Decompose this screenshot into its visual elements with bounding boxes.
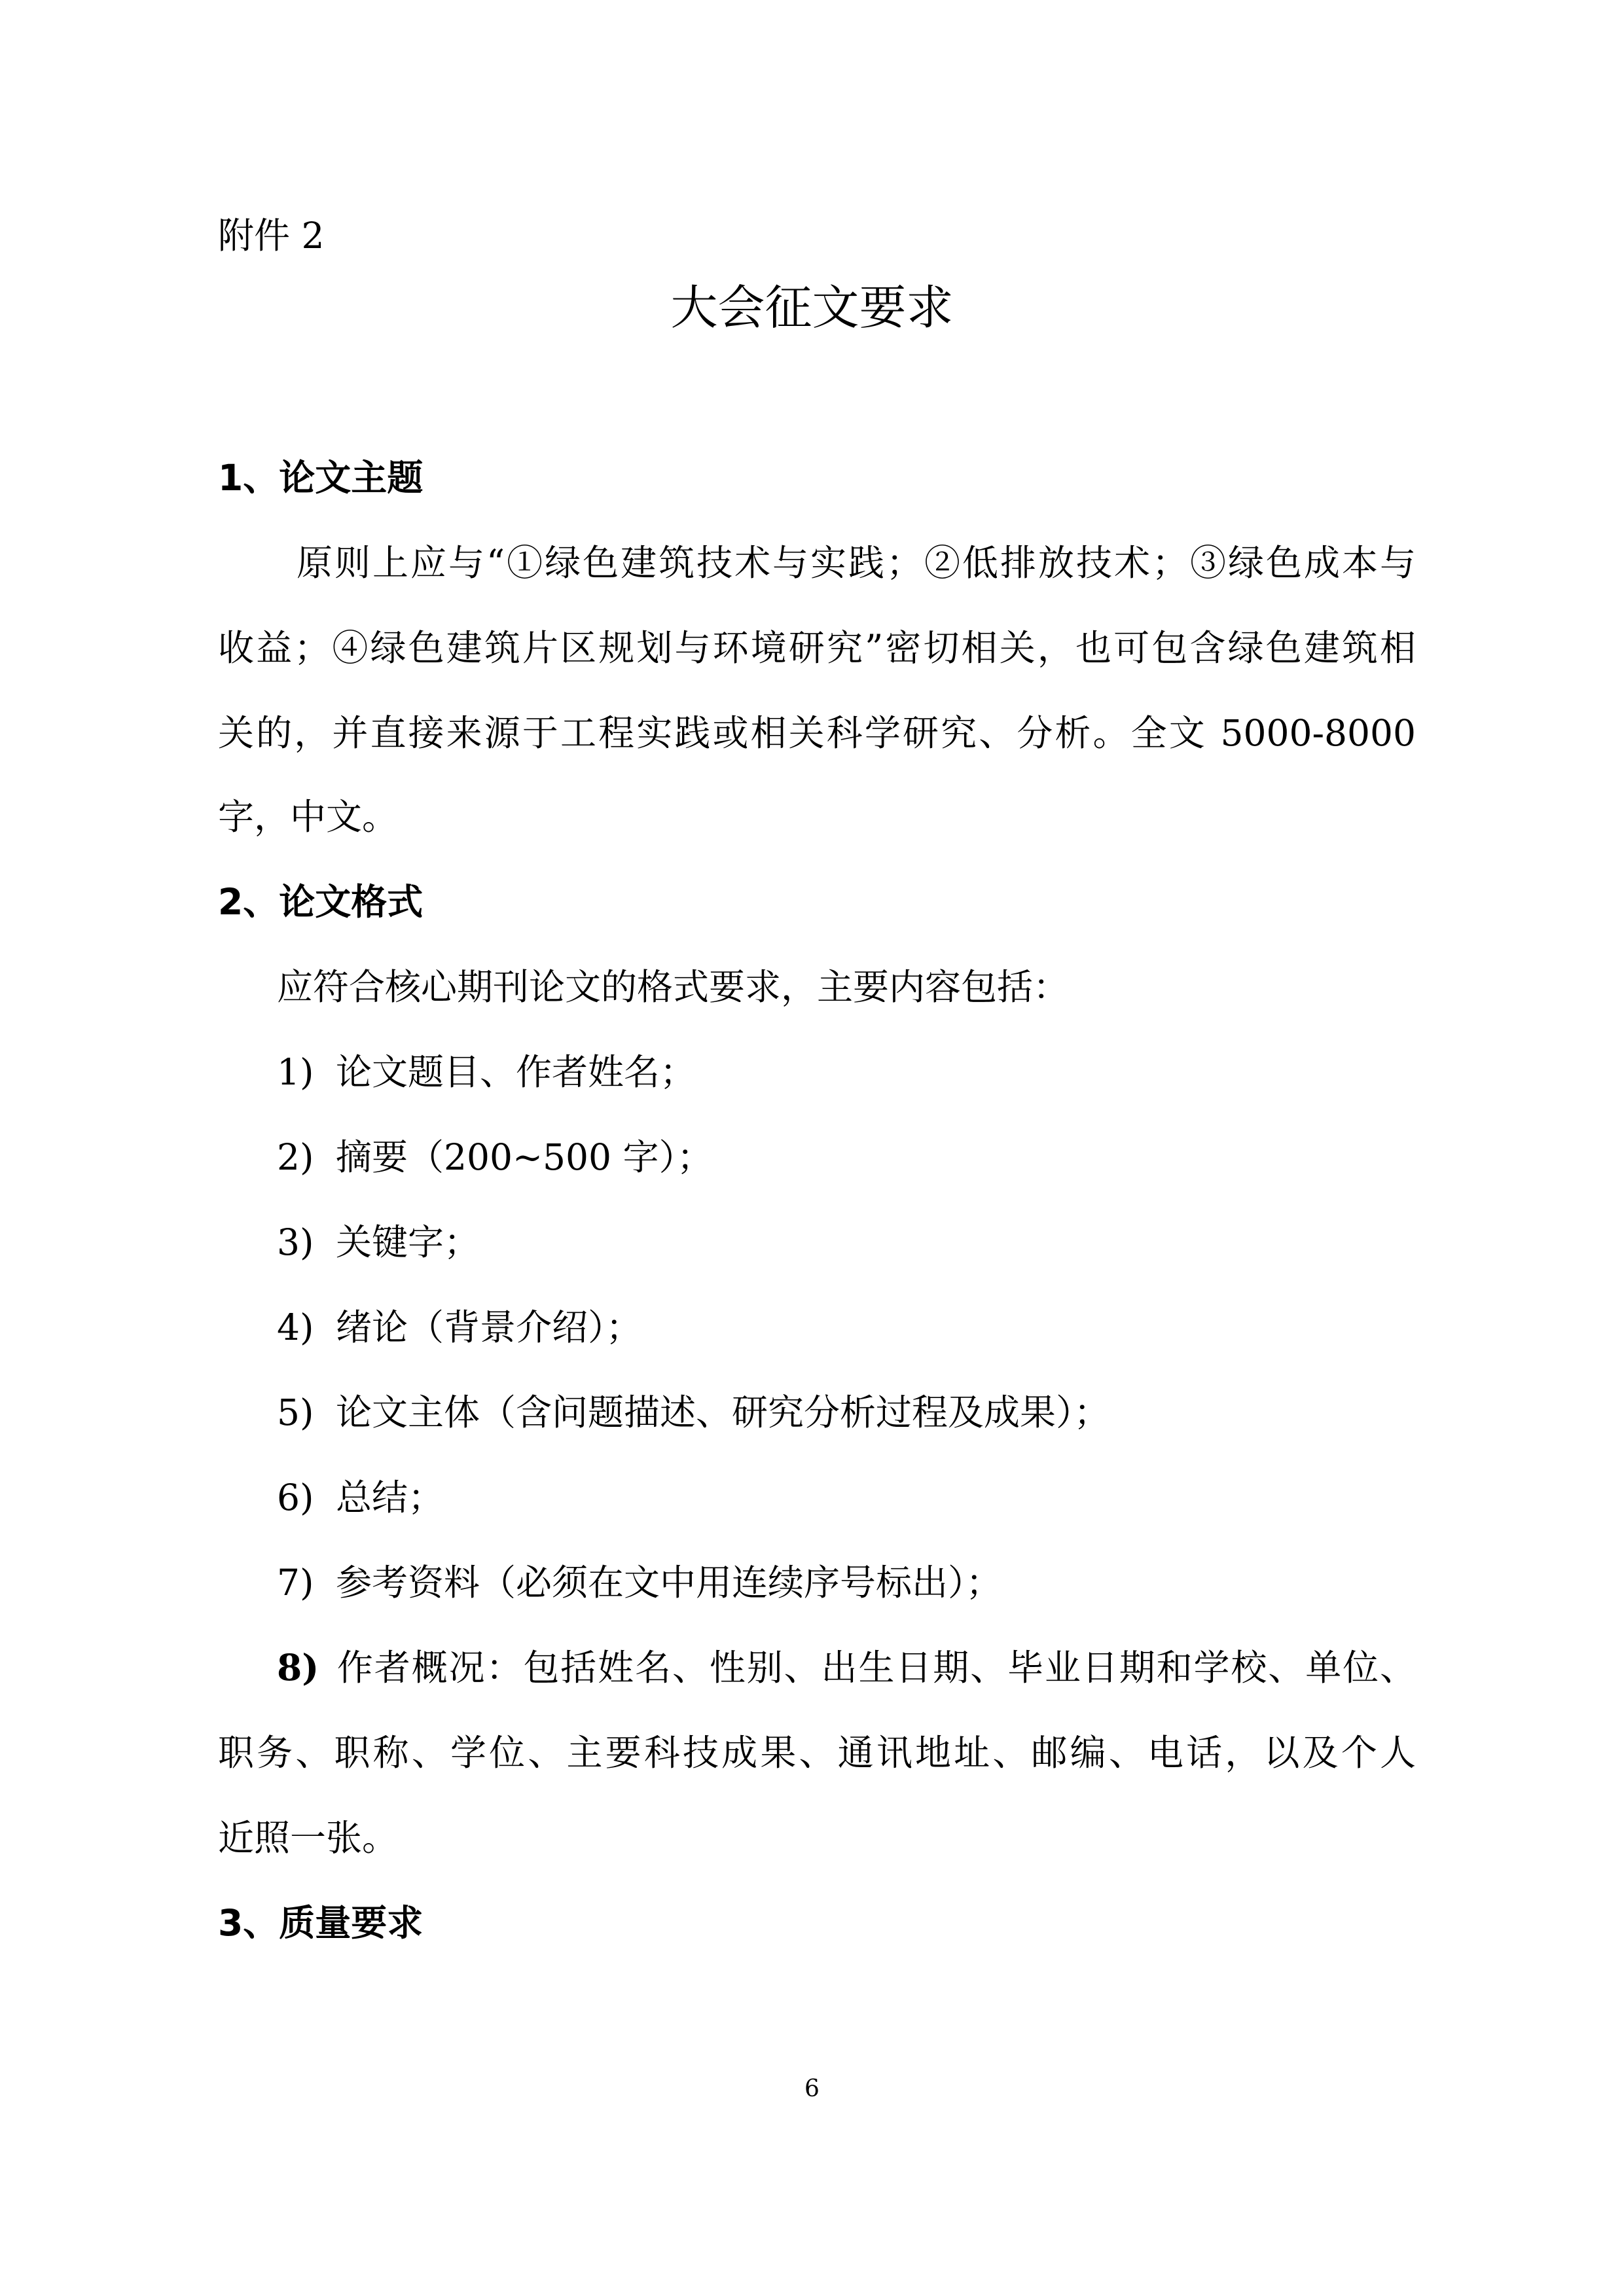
list-item-number: 3): [277, 1221, 314, 1263]
section-heading-topic: 1、论文主题: [218, 457, 424, 499]
list-item-text: 总结；: [336, 1477, 444, 1518]
list-item: [277, 1304, 1416, 1350]
topic-paragraph-line-1: 原则上应与“①绿色建筑技术与实践；②低排放技术；③绿色成本与: [297, 542, 1416, 584]
list-item-text: 摘要（200~500 字）；: [336, 1136, 713, 1178]
section-heading-format: 2、论文格式: [218, 881, 424, 923]
list-item: [277, 1560, 1416, 1605]
list-item-number: 2): [277, 1136, 314, 1178]
section-heading-quality: 3、质量要求: [218, 1902, 424, 1944]
list-item-number: 5): [277, 1391, 314, 1433]
list-item-text: 论文主体（含问题描述、研究分析过程及成果）；: [336, 1391, 1110, 1433]
list-item-text: 关键字；: [336, 1221, 480, 1263]
list-item-text: 绪论（背景介绍）；: [336, 1306, 642, 1348]
author-profile-continuation-line-2: 近照一张。: [218, 1817, 399, 1859]
list-item-number: 4): [277, 1306, 314, 1348]
format-intro: 应符合核心期刊论文的格式要求，主要内容包括：: [277, 966, 1070, 1008]
list-item-number: 8): [277, 1646, 319, 1689]
page-number: 6: [804, 2075, 820, 2102]
attachment-label: 附件 2: [218, 215, 325, 257]
list-item-number: 6): [277, 1477, 314, 1518]
document-title: 大会征文要求: [670, 280, 954, 335]
topic-paragraph-line-4: 字，中文。: [218, 796, 399, 838]
list-item: [277, 1049, 1416, 1095]
list-item-number: 1): [277, 1051, 314, 1093]
list-item: [277, 1645, 1416, 1691]
list-item-text: 参考资料（必须在文中用连续序号标出）；: [336, 1562, 1002, 1604]
list-item: [277, 1219, 1416, 1265]
list-item: [277, 1134, 1416, 1180]
topic-paragraph-line-2: 收益；④绿色建筑片区规划与环境研究”密切相关，也可包含绿色建筑相: [218, 627, 1416, 669]
author-profile-continuation-line-1: 职务、职称、学位、主要科技成果、通讯地址、邮编、电话，以及个人: [218, 1732, 1416, 1774]
list-item-text: 作者概况：包括姓名、性别、出生日期、毕业日期和学校、单位、: [336, 1647, 1416, 1689]
topic-paragraph-line-3: 关的，并直接来源于工程实践或相关科学研究、分析。全文 5000-8000: [218, 712, 1416, 754]
list-item-number: 7): [277, 1562, 314, 1604]
list-item: [277, 1390, 1416, 1435]
list-item-text: 论文题目、作者姓名；: [336, 1051, 696, 1093]
list-item: [277, 1475, 1416, 1520]
